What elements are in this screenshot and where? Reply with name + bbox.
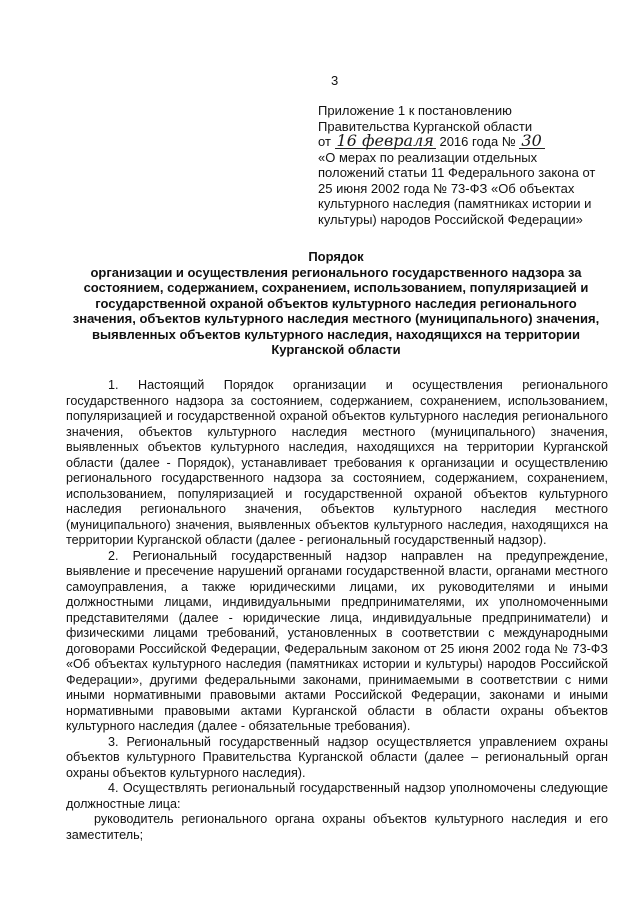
paragraph-3: 3. Региональный государственный надзор осуществляется управлением охраны объектов культурного Правительства Курганской области (далее – региональный орган охраны объектов культурного наследия). [66, 734, 608, 780]
title-line: значения, объектов культурного наследия местного (муниципального) значения, [72, 311, 600, 326]
paragraph-1: 1. Настоящий Порядок организации и осуществления регионального государственного надзора за состоянием, содержанием, сохранением, использованием, популяризацией и государственной охраной объектов культурного наследия регионального значения, объектов культурного наследия местного (муниципального) значения, выявленных объектов культурного наследия, находящихся на территории Курганской области (далее - Порядок), устанавливает требования к организации и осуществлению регионального государственного надзора за состоянием, содержанием, сохранением, использованием, популяризацией и государственной охраной объектов культурного наследия регионального значения, объектов культурного наследия местного (муниципального) значения, выявленных объектов культурного наследия, находящихся на территории Курганской области (далее - региональный государственный надзор). [66, 378, 608, 547]
title-heading: Порядок [308, 249, 364, 264]
paragraph-list-item: руководитель регионального органа охраны объектов культурного наследия и его заместитель; [66, 812, 608, 842]
title-line: состоянием, содержанием, сохранением, использованием, популяризацией и [83, 280, 589, 295]
appendix-line: Приложение 1 к постановлению [318, 103, 512, 118]
title-line: выявленных объектов культурного наследия, находящихся на территории [92, 326, 580, 342]
document-body [66, 378, 608, 843]
page-number: 3 [331, 73, 339, 88]
appendix-date-line [318, 131, 618, 150]
appendix-line: Правительства Курганской области [318, 118, 533, 134]
appendix-header [318, 103, 618, 227]
appendix-subject-line: культурного наследия (памятниках истории и [318, 196, 592, 211]
appendix-subject-line: 25 июня 2002 года № 73-ФЗ «Об объектах [318, 180, 575, 196]
handwritten-date: 16 февраля [336, 131, 434, 150]
appendix-subject-line: культуры) народов Российской Федерации» [318, 211, 583, 227]
appendix-subject-line: положений статьи 11 Федерального закона от [318, 165, 596, 180]
from-prefix: от [318, 134, 331, 149]
year-text: 2016 года № [439, 134, 516, 149]
title-line: Курганской области [271, 342, 401, 357]
title-line: государственной охраной объектов культурного наследия регионального [95, 295, 577, 311]
document-title [66, 249, 606, 358]
paragraph-4: 4. Осуществлять региональный государственный надзор уполномочены следующие должностные лица: [66, 781, 608, 811]
handwritten-number: 30 [519, 134, 545, 149]
paragraph-2: 2. Региональный государственный надзор направлен на предупреждение, выявление и пресечение нарушений органами государственной власти, органами местного самоуправления, а также юридическими лицами, их руководителями и иными должностными лицами, индивидуальными предпринимателями, их уполномоченными представителями (далее - юридические лица, индивидуальные предприниматели) и физическими лицами требований, установленных в соответствии с международными договорами Российской Федерации, Федеральным законом от 25 июня 2002 года № 73-ФЗ «Об объектах культурного наследия (памятниках истории и культуры) народов Российской Федерации», другими федеральными законами, принимаемыми в соответствии с ними иными нормативными правовыми актами Российской Федерации, законами и иными нормативными правовыми актами Курганской области в области охраны объектов культурного наследия (далее - обязательные требования). [66, 548, 608, 733]
appendix-subject-line: «О мерах по реализации отдельных [318, 149, 538, 165]
title-line: организации и осуществления регионального государственного надзора за [90, 264, 582, 280]
